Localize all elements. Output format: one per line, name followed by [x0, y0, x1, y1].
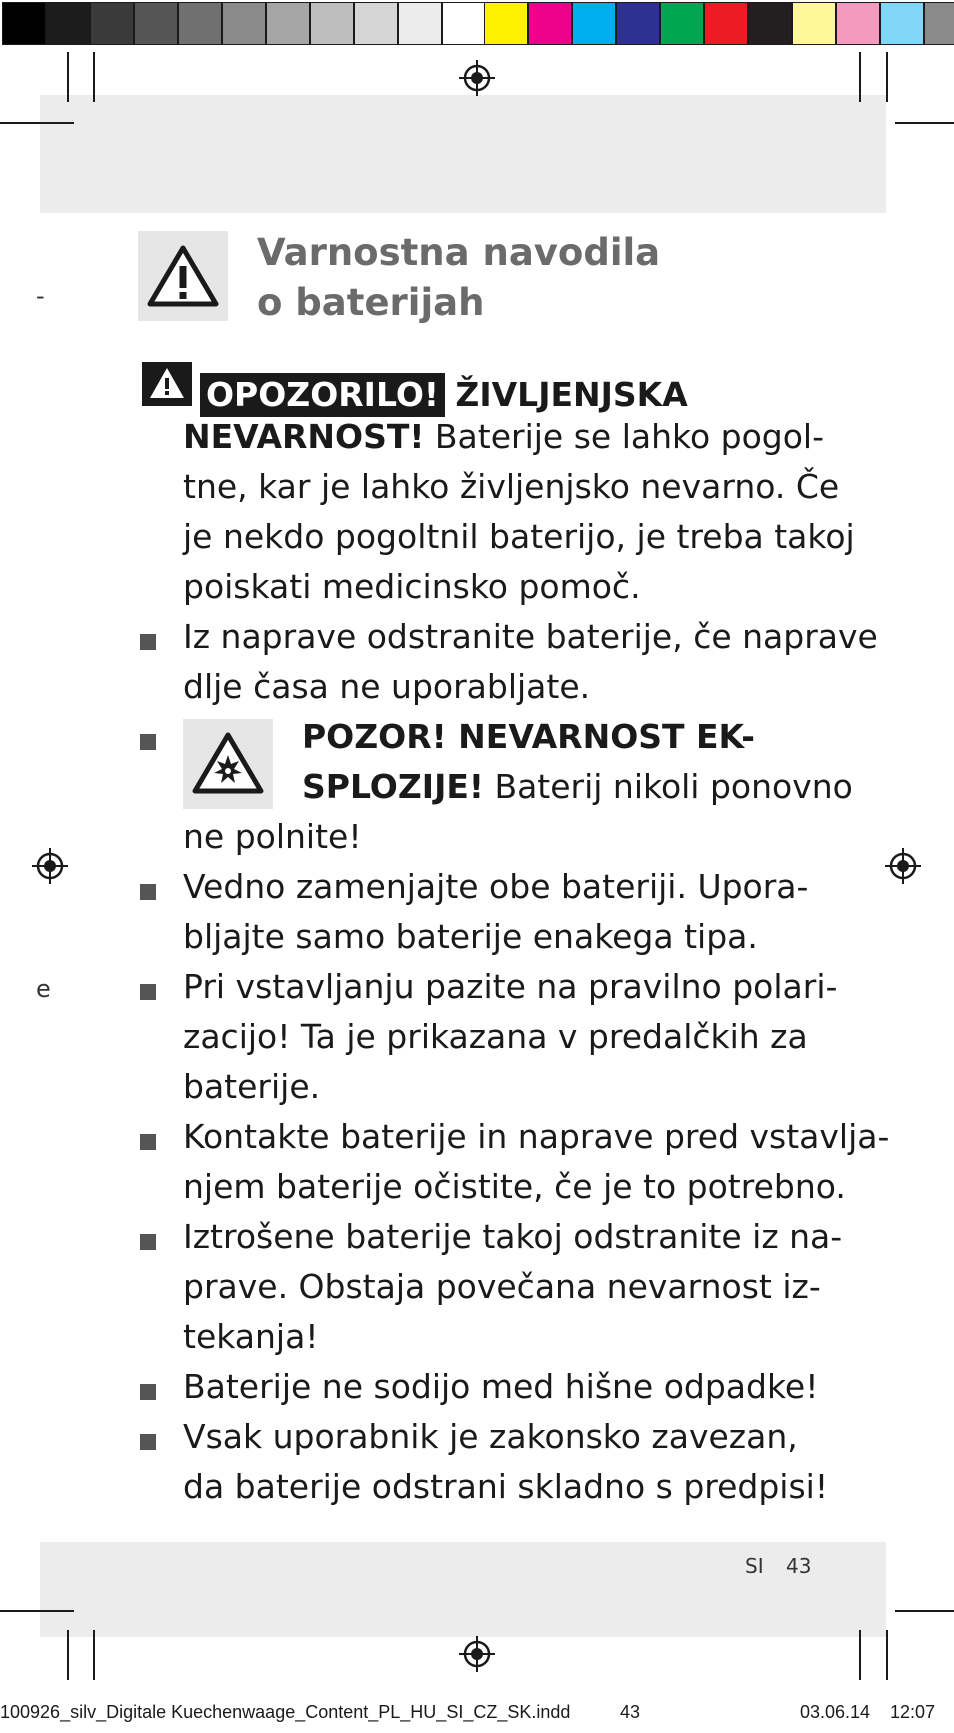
slug-time: 12:07: [890, 1702, 936, 1722]
list-item-line: Kontakte baterije in naprave pred vstavlja-: [183, 1117, 890, 1156]
list-item-line: Pri vstavljanju pazite na pravilno polari-: [183, 967, 838, 1006]
crop-mark: [895, 122, 954, 124]
process-swatch: [616, 2, 660, 45]
warning-triangle-icon: [147, 244, 219, 308]
list-item-line: Vedno zamenjajte obe bateriji. Upora-: [183, 867, 809, 906]
warning-badge: OPOZORILO!: [200, 373, 445, 417]
crop-mark: [886, 1630, 888, 1680]
list-item-line: Iz naprave odstranite baterije, če naprave: [183, 617, 878, 656]
crop-mark: [859, 1630, 861, 1680]
warning-text-line: je nekdo pogoltnil baterijo, je treba takoj: [183, 517, 855, 556]
page-language: SI: [745, 1554, 764, 1578]
process-swatch: [528, 2, 572, 45]
edge-fragment: e: [36, 975, 51, 1003]
gray-swatch: [266, 2, 310, 45]
square-bullet-icon: [140, 634, 156, 650]
square-bullet-icon: [140, 884, 156, 900]
crop-mark: [93, 52, 95, 102]
list-item-line: baterije.: [183, 1067, 321, 1106]
slug-filename: 100926_silv_Digitale Kuechenwaage_Content_PL_HU_SI_CZ_SK.indd: [0, 1702, 571, 1722]
gray-swatch: [2, 2, 46, 45]
explosion-hazard-box: [183, 719, 273, 809]
list-item-line: zacijo! Ta je prikazana v predalčkih za: [183, 1017, 808, 1056]
process-swatch: [484, 2, 528, 45]
slug-page: 43: [620, 1702, 641, 1722]
gray-swatch: [310, 2, 354, 45]
explosion-text: Baterij nikoli ponovno: [494, 767, 853, 806]
warning-text-line: poiskati medicinsko pomoč.: [183, 567, 641, 606]
warning-text-line: [183, 412, 824, 462]
registration-mark-icon: [32, 848, 68, 884]
warning-text: Baterije se lahko pogol-: [434, 417, 824, 456]
explosion-hazard-icon: [192, 731, 264, 795]
square-bullet-icon: [140, 1384, 156, 1400]
explosion-lead: SPLOZIJE!: [302, 767, 484, 806]
gray-swatch: [90, 2, 134, 45]
list-item-line: ne polnite!: [183, 817, 362, 856]
list-item-line: bljajte samo baterije enakega tipa.: [183, 917, 758, 956]
warning-text-line: tne, kar je lahko življenjsko nevarno. Če: [183, 467, 840, 506]
section-title: [257, 228, 877, 328]
gray-swatch: [398, 2, 442, 45]
warning-lead: ŽIVLJENJSKA: [455, 375, 688, 414]
list-item-line: dlje časa ne uporabljate.: [183, 667, 591, 706]
registration-mark-icon: [885, 848, 921, 884]
list-item-line: POZOR! NEVARNOST EK-: [302, 717, 755, 756]
square-bullet-icon: [140, 734, 156, 750]
square-bullet-icon: [140, 1234, 156, 1250]
crop-mark: [0, 122, 74, 124]
list-item-line: njem baterije očistite, če je to potrebno.: [183, 1167, 846, 1206]
crop-mark: [886, 52, 888, 102]
section-title-line: Varnostna navodila: [257, 231, 661, 274]
gray-swatch: [354, 2, 398, 45]
list-item-line: prave. Obstaja povečana nevarnost iz-: [183, 1267, 821, 1306]
gray-swatch: [178, 2, 222, 45]
warning-triangle-icon: [142, 362, 192, 406]
square-bullet-icon: [140, 984, 156, 1000]
square-bullet-icon: [140, 1434, 156, 1450]
gray-swatch: [442, 2, 486, 45]
process-swatch: [836, 2, 880, 45]
list-item-line: Vsak uporabnik je zakonsko zavezan,: [183, 1417, 798, 1456]
gray-swatch: [222, 2, 266, 45]
process-swatch: [880, 2, 924, 45]
crop-mark: [0, 1610, 74, 1612]
crop-mark: [67, 52, 69, 102]
list-item-line: Iztrošene baterije takoj odstranite iz na-: [183, 1217, 843, 1256]
square-bullet-icon: [140, 1134, 156, 1150]
registration-mark-icon: [459, 1636, 495, 1672]
gray-swatch: [134, 2, 178, 45]
edge-fragment: -: [36, 282, 45, 310]
page-number: 43: [786, 1554, 812, 1578]
crop-mark: [895, 1610, 954, 1612]
crop-mark: [67, 1630, 69, 1680]
registration-mark-icon: [459, 60, 495, 96]
warning-lead: NEVARNOST!: [183, 417, 425, 456]
header-band: [40, 95, 886, 213]
process-swatch: [572, 2, 616, 45]
gray-swatch: [46, 2, 90, 45]
process-swatch: [660, 2, 704, 45]
list-item-line: [302, 762, 853, 812]
color-calibration-bar: [0, 0, 954, 47]
list-item-line: tekanja!: [183, 1317, 319, 1356]
process-swatch: [792, 2, 836, 45]
slug-date: 03.06.14: [800, 1702, 871, 1722]
crop-mark: [859, 52, 861, 102]
process-swatch: [924, 2, 954, 45]
process-swatch: [704, 2, 748, 45]
process-swatch: [748, 2, 792, 45]
list-item-line: Baterije ne sodijo med hišne odpadke!: [183, 1367, 819, 1406]
list-item-line: da baterije odstrani skladno s predpisi!: [183, 1467, 829, 1506]
heading-warning-box: [138, 231, 228, 321]
section-title-line: o baterijah: [257, 281, 485, 324]
crop-mark: [93, 1630, 95, 1680]
